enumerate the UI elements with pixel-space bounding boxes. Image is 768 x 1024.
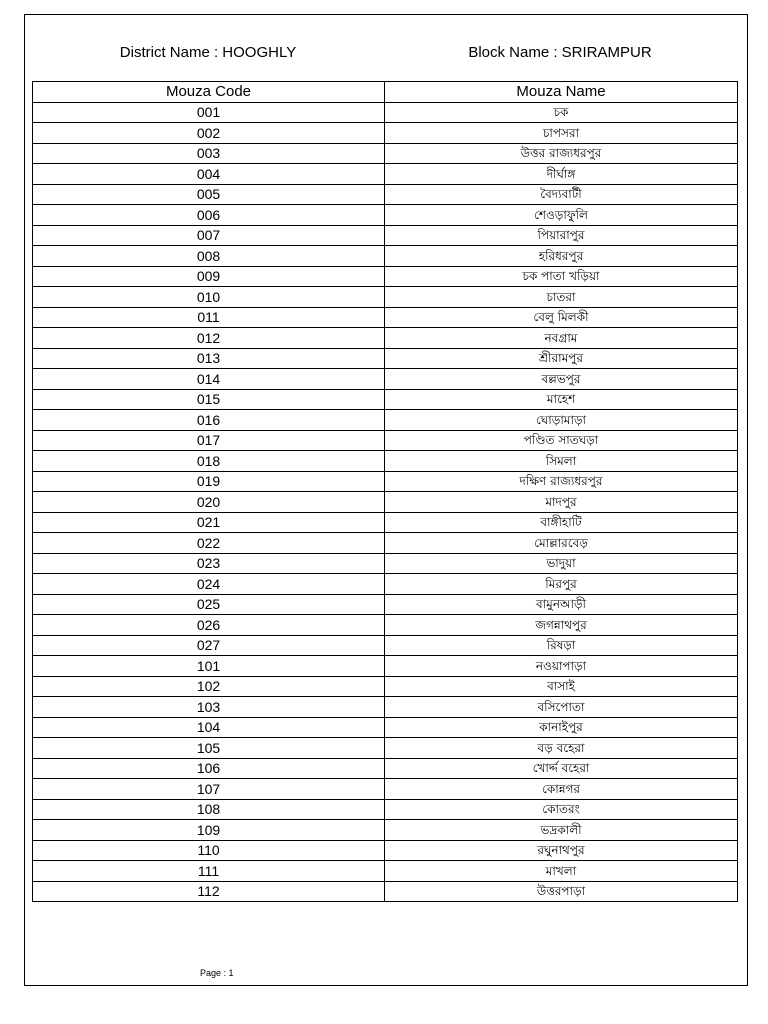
mouza-code-cell: 014: [33, 369, 385, 390]
mouza-code-cell: 016: [33, 410, 385, 431]
table-row: [33, 799, 738, 820]
table-row: [33, 840, 738, 861]
mouza-code-cell: 005: [33, 184, 385, 205]
mouza-name-cell: খোর্দ্দ বহেরা: [385, 758, 738, 779]
mouza-name-cell: উত্তরপাড়া: [385, 881, 738, 902]
mouza-code-cell: 001: [33, 102, 385, 123]
mouza-code-cell: 025: [33, 594, 385, 615]
mouza-code-cell: 011: [33, 307, 385, 328]
mouza-name-cell: কানাইপুর: [385, 717, 738, 738]
mouza-code-cell: 009: [33, 266, 385, 287]
table-body: [33, 102, 738, 902]
mouza-code-cell: 017: [33, 430, 385, 451]
mouza-code-cell: 101: [33, 656, 385, 677]
mouza-code-cell: 021: [33, 512, 385, 533]
mouza-code-cell: 008: [33, 246, 385, 267]
mouza-name-cell: বল্লভপুর: [385, 369, 738, 390]
mouza-code-cell: 104: [33, 717, 385, 738]
table-row: [33, 615, 738, 636]
mouza-code-cell: 106: [33, 758, 385, 779]
mouza-code-cell: 023: [33, 553, 385, 574]
mouza-name-cell: কোতরং: [385, 799, 738, 820]
table-row: [33, 246, 738, 267]
table-row: [33, 861, 738, 882]
table-row: [33, 143, 738, 164]
mouza-code-cell: 015: [33, 389, 385, 410]
table-row: [33, 492, 738, 513]
mouza-code-cell: 013: [33, 348, 385, 369]
mouza-code-cell: 103: [33, 697, 385, 718]
mouza-name-cell: মোল্লারবেড়: [385, 533, 738, 554]
table-row: [33, 348, 738, 369]
mouza-code-cell: 026: [33, 615, 385, 636]
mouza-name-cell: নওয়াপাড়া: [385, 656, 738, 677]
mouza-name-cell: উত্তর রাজ্যধরপুর: [385, 143, 738, 164]
mouza-name-cell: বসিপোতা: [385, 697, 738, 718]
table-row: [33, 676, 738, 697]
mouza-code-cell: 022: [33, 533, 385, 554]
mouza-name-cell: বড় বহেরা: [385, 738, 738, 759]
mouza-name-cell: মিরপুর: [385, 574, 738, 595]
mouza-code-cell: 019: [33, 471, 385, 492]
mouza-name-cell: চক পাতা খড়িয়া: [385, 266, 738, 287]
mouza-name-cell: চাতরা: [385, 287, 738, 308]
table-row: [33, 717, 738, 738]
mouza-code-cell: 110: [33, 840, 385, 861]
table-row: [33, 635, 738, 656]
table-row: [33, 656, 738, 677]
table-row: [33, 205, 738, 226]
table-row: [33, 369, 738, 390]
mouza-name-cell: পিয়ারাপুর: [385, 225, 738, 246]
mouza-name-cell: মাদপুর: [385, 492, 738, 513]
mouza-name-cell: দক্ষিণ রাজ্যধরপুর: [385, 471, 738, 492]
mouza-name-cell: রঘুনাথপুর: [385, 840, 738, 861]
table-row: [33, 574, 738, 595]
mouza-code-cell: 007: [33, 225, 385, 246]
mouza-code-cell: 010: [33, 287, 385, 308]
mouza-code-cell: 006: [33, 205, 385, 226]
district-name: District Name : HOOGHLY: [119, 44, 297, 61]
table-row: [33, 471, 738, 492]
mouza-code-cell: 003: [33, 143, 385, 164]
page-number: Page : 1: [200, 968, 234, 978]
mouza-code-cell: 105: [33, 738, 385, 759]
table-row: [33, 779, 738, 800]
mouza-code-cell: 004: [33, 164, 385, 185]
mouza-code-cell: 112: [33, 881, 385, 902]
table-row: [33, 697, 738, 718]
mouza-name-cell: পণ্ডিত সাতঘড়া: [385, 430, 738, 451]
column-header-mouza-name: Mouza Name: [385, 82, 738, 103]
table-row: [33, 758, 738, 779]
mouza-name-cell: বেলু মিলকী: [385, 307, 738, 328]
mouza-code-cell: 111: [33, 861, 385, 882]
mouza-name-cell: শ্রীরামপুর: [385, 348, 738, 369]
table-row: [33, 102, 738, 123]
mouza-code-cell: 020: [33, 492, 385, 513]
mouza-code-cell: 102: [33, 676, 385, 697]
table-row: [33, 184, 738, 205]
mouza-name-cell: নবগ্রাম: [385, 328, 738, 349]
mouza-name-cell: জগন্নাথপুর: [385, 615, 738, 636]
table-row: [33, 287, 738, 308]
mouza-name-cell: চাপসরা: [385, 123, 738, 144]
mouza-name-cell: শেওড়াফুলি: [385, 205, 738, 226]
table-row: [33, 881, 738, 902]
table-header-row: [33, 82, 738, 103]
table-row: [33, 430, 738, 451]
table-row: [33, 328, 738, 349]
mouza-code-cell: 012: [33, 328, 385, 349]
table-row: [33, 820, 738, 841]
mouza-table: [32, 81, 738, 902]
mouza-name-cell: ভদ্রকালী: [385, 820, 738, 841]
table-row: [33, 533, 738, 554]
mouza-name-cell: বাঙ্গীহাটি: [385, 512, 738, 533]
mouza-name-cell: বৈদ্যবাটী: [385, 184, 738, 205]
mouza-code-cell: 107: [33, 779, 385, 800]
table-row: [33, 451, 738, 472]
table-row: [33, 307, 738, 328]
table-row: [33, 553, 738, 574]
mouza-name-cell: মাহেশ: [385, 389, 738, 410]
column-header-mouza-code: Mouza Code: [33, 82, 385, 103]
table-row: [33, 738, 738, 759]
table-row: [33, 594, 738, 615]
mouza-name-cell: সিমলা: [385, 451, 738, 472]
mouza-code-cell: 002: [33, 123, 385, 144]
mouza-code-cell: 027: [33, 635, 385, 656]
mouza-name-cell: রিষড়া: [385, 635, 738, 656]
block-name: Block Name : SRIRAMPUR: [468, 44, 652, 61]
table-row: [33, 389, 738, 410]
mouza-code-cell: 109: [33, 820, 385, 841]
table-row: [33, 123, 738, 144]
mouza-name-cell: চক: [385, 102, 738, 123]
mouza-name-cell: হরিধরপুর: [385, 246, 738, 267]
table-row: [33, 164, 738, 185]
table-row: [33, 266, 738, 287]
mouza-name-cell: ঘোড়ামাড়া: [385, 410, 738, 431]
mouza-name-cell: ভাদুয়া: [385, 553, 738, 574]
mouza-name-cell: বামুনআড়ী: [385, 594, 738, 615]
table-row: [33, 410, 738, 431]
mouza-code-cell: 108: [33, 799, 385, 820]
mouza-code-cell: 018: [33, 451, 385, 472]
mouza-name-cell: দীর্ঘাঙ্গ: [385, 164, 738, 185]
table-row: [33, 225, 738, 246]
table-row: [33, 512, 738, 533]
mouza-name-cell: কোন্নগর: [385, 779, 738, 800]
mouza-code-cell: 024: [33, 574, 385, 595]
mouza-name-cell: বাসাই: [385, 676, 738, 697]
mouza-name-cell: মাখলা: [385, 861, 738, 882]
